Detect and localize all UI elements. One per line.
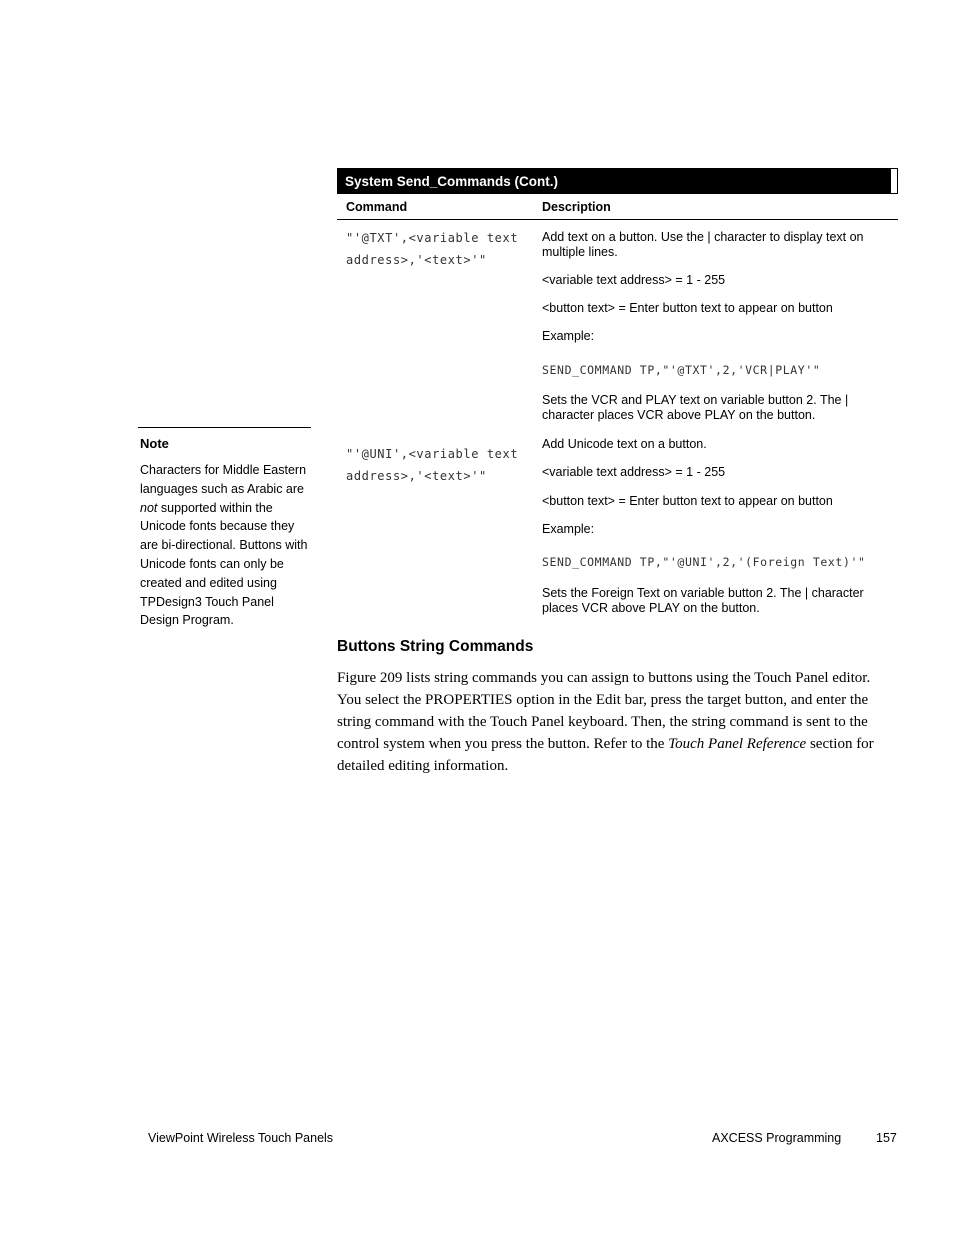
command-txt-line1: "'@TXT',<variable text (346, 231, 519, 245)
note-divider (138, 427, 311, 428)
table-title-bar (337, 168, 889, 194)
header-divider (337, 219, 898, 220)
command-uni-line2: address>,'<text>'" (346, 469, 487, 483)
footer-page-number: 157 (876, 1131, 897, 1145)
command-txt-line2: address>,'<text>'" (346, 253, 487, 267)
note-body-start: Characters for Middle Eastern languages such as Arabic are (140, 463, 307, 496)
desc-uni-example-code: SEND_COMMAND TP,"'@UNI',2,'(Foreign Text)'" (542, 555, 866, 569)
note-body-end: supported within the Unicode fonts because they are bi-directional. Buttons with Unicode fonts can only be created and edited using TPDesign3 Touch Panel Design Program. (140, 500, 308, 628)
desc-txt-line2: <variable text address> = 1 - 255 (542, 273, 726, 287)
section-heading: Buttons String Commands (337, 638, 534, 655)
desc-uni-line2: <variable text address> = 1 - 255 (542, 465, 726, 479)
note-body-emphasis: not (140, 500, 158, 515)
footer-document-title: ViewPoint Wireless Touch Panels (148, 1131, 334, 1145)
table-title: System Send_Commands (Cont.) (345, 173, 559, 189)
table-title-edge (889, 168, 898, 194)
footer-section-title: AXCESS Programming (712, 1131, 842, 1145)
section-paragraph-start: Figure 209 lists string commands you can assign to buttons using the Touch Panel editor. You select the PROPERTIES option in the Edit bar, press the target button, and enter the string command with the Touch Panel keyboard. Then, the string command is sent to the control system when you press the button. Refer to the (337, 670, 871, 752)
desc-txt-line3: <button text> = Enter button text to appear on button (542, 301, 833, 315)
desc-txt-example-code: SEND_COMMAND TP,"'@TXT',2,'VCR|PLAY'" (542, 363, 821, 377)
note-title: Note (140, 436, 169, 451)
section-paragraph-end: section for detailed editing information. (337, 736, 874, 774)
section-paragraph-reference: Touch Panel Reference (668, 736, 807, 752)
column-header-command: Command (346, 200, 408, 214)
desc-uni-line4: Example: (542, 522, 595, 536)
desc-uni-line3: <button text> = Enter button text to appear on button (542, 494, 833, 508)
desc-uni-line6: Sets the Foreign Text on variable button 2. The | character places VCR above PLAY on the button. (542, 586, 864, 615)
column-header-description: Description (542, 200, 611, 214)
desc-uni-line1: Add Unicode text on a button. (542, 437, 707, 451)
desc-txt-line6: Sets the VCR and PLAY text on variable button 2. The | character places VCR above PLAY on the button. (542, 393, 849, 422)
command-uni (346, 443, 536, 487)
desc-txt-line1: Add text on a button. Use the | character to display text on multiple lines. (542, 230, 864, 259)
command-txt (346, 227, 536, 271)
note-body (140, 461, 312, 630)
section-paragraph (337, 667, 897, 777)
command-uni-line1: "'@UNI',<variable text (346, 447, 519, 461)
desc-txt-line4: Example: (542, 329, 595, 343)
